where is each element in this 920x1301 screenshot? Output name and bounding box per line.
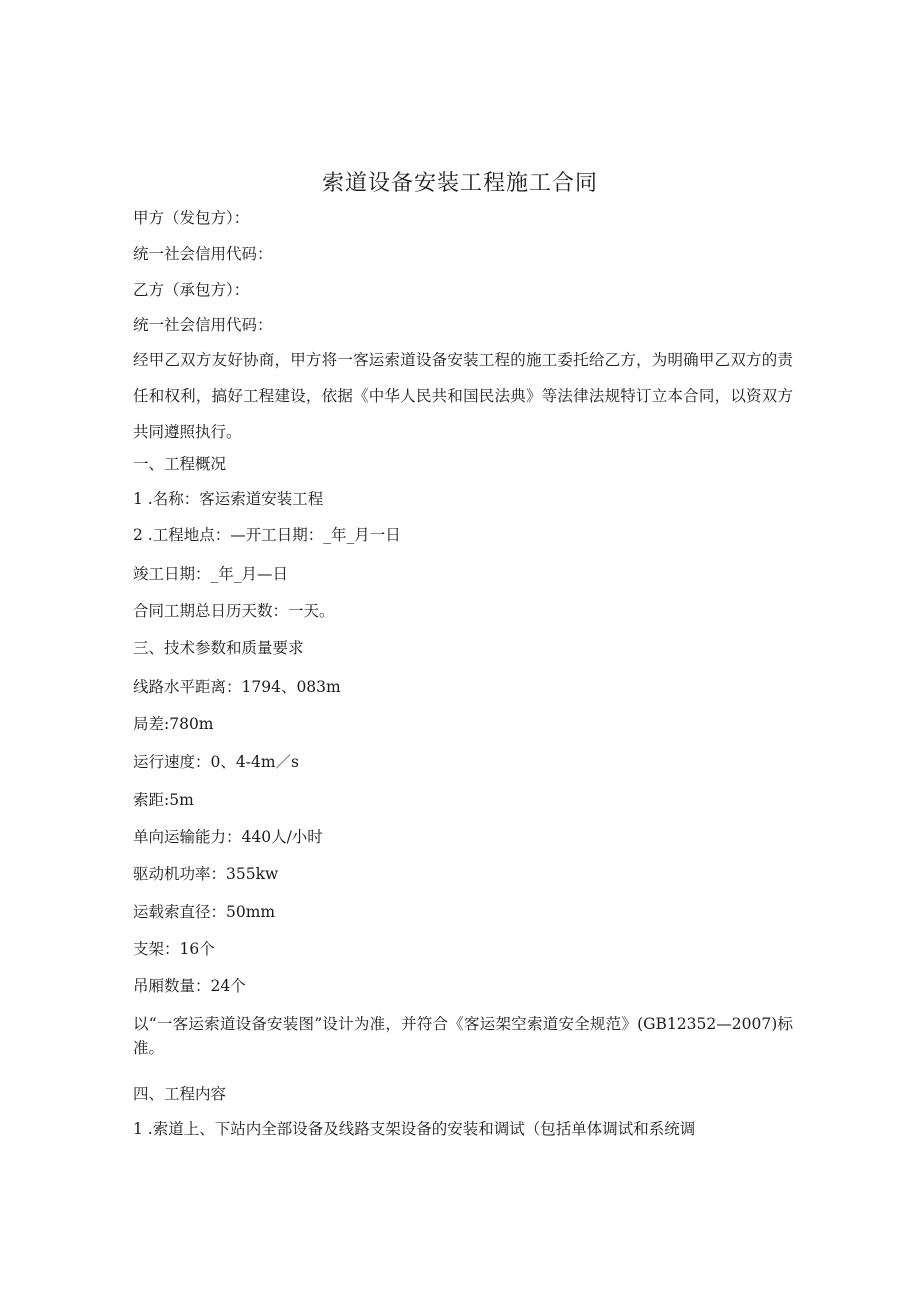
section-heading-overview: 一、工程概况 (133, 455, 227, 473)
document-title: 索道设备安装工程施工合同 (321, 171, 598, 196)
param-line: 局差:780m (133, 715, 214, 733)
param-line: 索距:5m (133, 791, 194, 809)
section-heading-tech-params: 三、技术参数和质量要求 (133, 639, 304, 657)
param-line: 运载索直径：50mm (133, 903, 276, 921)
param-line: 线路水平距离：1794、083m (133, 678, 341, 696)
party-b-label: 乙方（承包方）： (133, 281, 250, 299)
param-line: 运行速度：0、4-4m／s (133, 753, 299, 771)
section-heading-scope: 四、工程内容 (133, 1085, 227, 1103)
party-a-credit-code: 统一社会信用代码： (133, 245, 273, 263)
scope-item-1: 1 .索道上、下站内全部设备及线路支架设备的安装和调试（包括单体调试和系统调 (133, 1120, 696, 1138)
param-line: 支架：16个 (133, 940, 215, 958)
overview-item-name: 1 .名称：客运索道安装工程 (133, 490, 324, 508)
total-calendar-days: 合同工期总日历天数：一天。 (133, 602, 335, 620)
standard-paragraph: 以“一客运索道设备安装图”设计为准，并符合《客运架空索道安全规范》(GB12352—2007)标准。 (133, 1015, 793, 1057)
param-line: 吊厢数量：24个 (133, 977, 246, 995)
param-line: 驱动机功率：355kw (133, 865, 279, 883)
party-a-label: 甲方（发包方）： (133, 209, 250, 227)
param-line: 单向运输能力：440人/小时 (133, 828, 323, 846)
overview-item-location: 2 .工程地点：—开工日期：_年_月一日 (133, 526, 401, 544)
intro-paragraph: 经甲乙双方友好协商，甲方将一客运索道设备安装工程的施工委托给乙方，为明确甲乙双方的责任和权利，搞好工程建设，依据《中华人民共和国民法典》等法律法规特订立本合同，以资双方共同遵照执行。 (133, 351, 793, 441)
party-b-credit-code: 统一社会信用代码： (133, 316, 273, 334)
completion-date: 竣工日期：_年_月—日 (133, 565, 289, 583)
